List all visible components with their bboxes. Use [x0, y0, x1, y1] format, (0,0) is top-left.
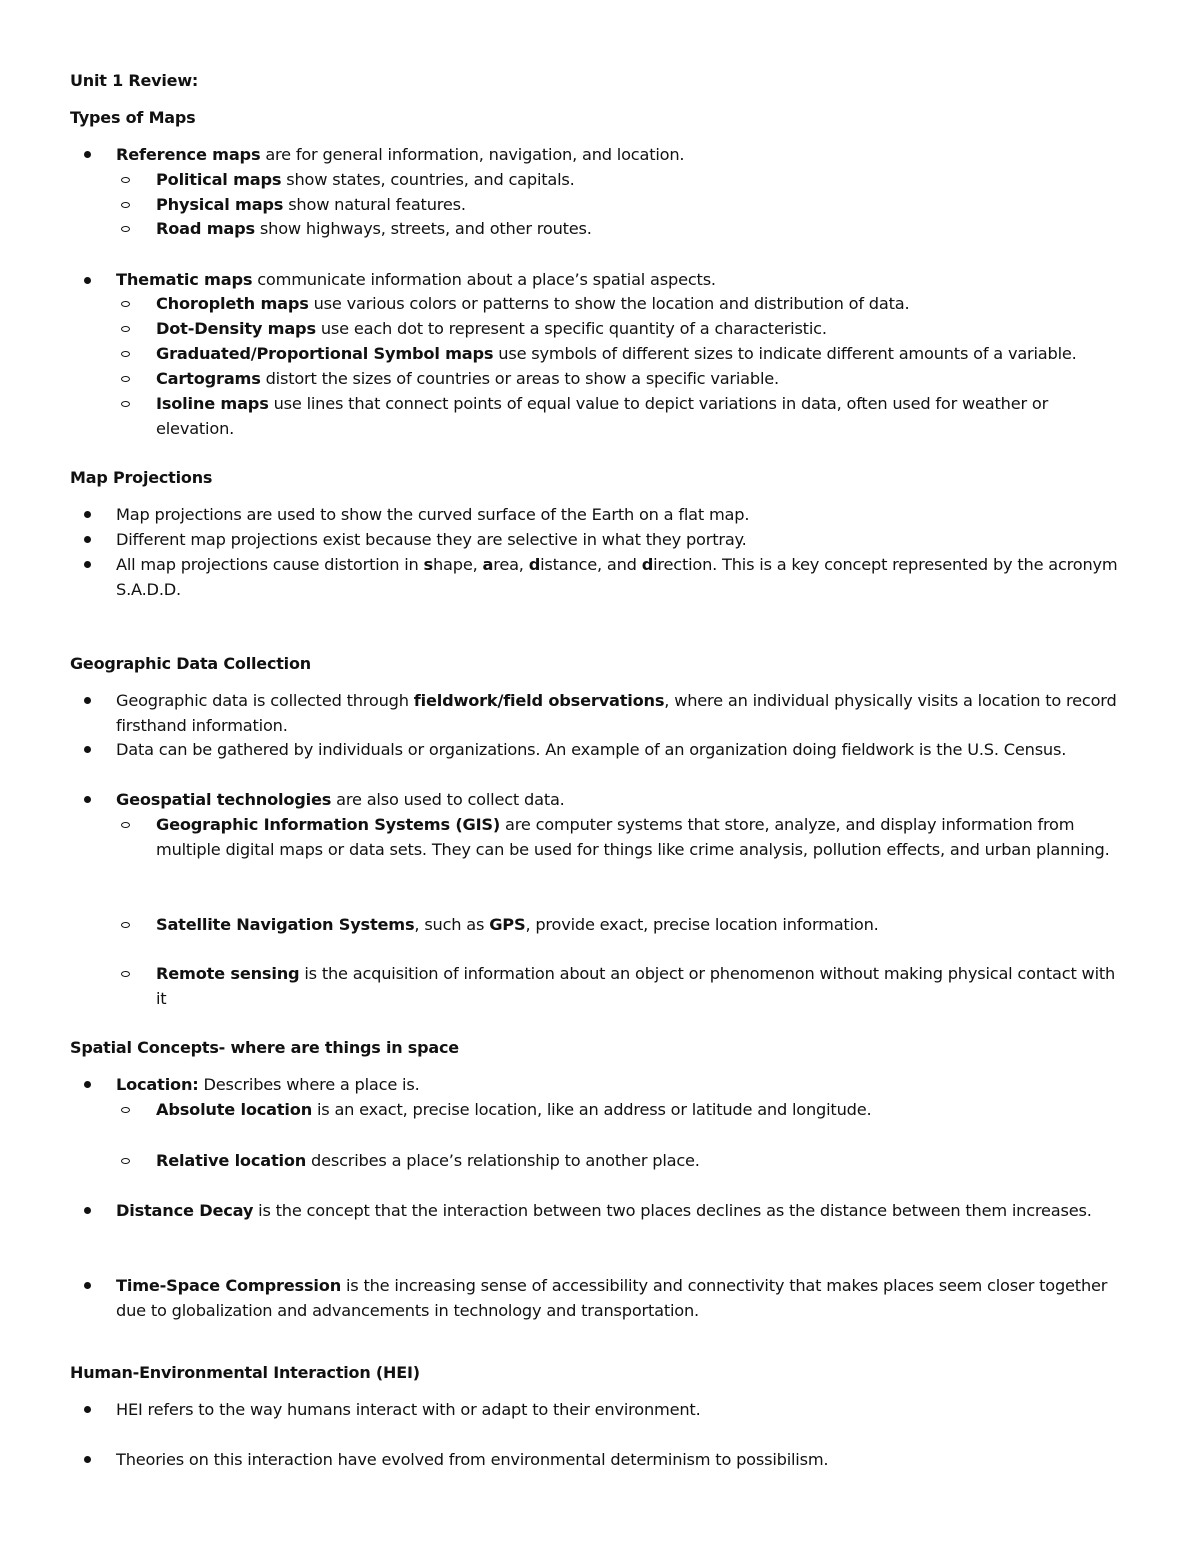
heading-types-of-maps: Types of Maps: [70, 108, 196, 127]
sub-bullet-icon: [121, 376, 130, 382]
acronym-letter: d: [641, 555, 654, 574]
list-item-distance-decay: [116, 1198, 1121, 1223]
item-text: show states, countries, and capitals.: [281, 170, 575, 189]
item-text: All map projections cause distortion in: [116, 555, 424, 574]
term: Road maps: [156, 219, 255, 238]
item-text: , where an individual physically visits a location to record firsthand information.: [116, 691, 1117, 735]
item-text: use each dot to represent a specific quantity of a characteristic.: [315, 319, 827, 338]
bullet-icon: [84, 1207, 91, 1214]
list-item-fieldwork: [116, 688, 1121, 738]
heading-spatial-concepts: Spatial Concepts- where are things in space: [70, 1038, 459, 1057]
term: Graduated/Proportional Symbol maps: [156, 344, 494, 363]
bullet-icon: [84, 796, 91, 803]
item-text: distort the sizes of countries or areas to show a specific variable.: [260, 369, 779, 388]
item-text: is the concept that the interaction between two places declines as the distance between them increases.: [253, 1201, 1092, 1220]
sub-bullet-icon: [121, 177, 130, 183]
list-item-sadd: [116, 552, 1121, 602]
bullet-icon: [84, 1282, 91, 1289]
list-item-choropleth-maps: [156, 291, 1121, 316]
heading-map-projections: Map Projections: [70, 468, 213, 487]
bullet-icon: [84, 511, 91, 518]
item-text: are for general information, navigation, and location.: [260, 145, 685, 164]
term: Location:: [116, 1075, 199, 1094]
term: Distance Decay: [116, 1201, 254, 1220]
term: fieldwork/field observations: [413, 691, 665, 710]
term: Geographic Information Systems (GIS): [156, 815, 501, 834]
document-title: Unit 1 Review:: [70, 71, 199, 90]
list-item-graduated-symbol-maps: [156, 341, 1121, 366]
sub-bullet-icon: [121, 301, 130, 307]
item-text: use symbols of different sizes to indicate different amounts of a variable.: [493, 344, 1077, 363]
term: Satellite Navigation Systems: [156, 915, 415, 934]
heading-hei: Human-Environmental Interaction (HEI): [70, 1363, 420, 1382]
sub-bullet-icon: [121, 1107, 130, 1113]
bullet-icon: [84, 277, 91, 284]
item-text: Geographic data is collected through: [116, 691, 414, 710]
item-text: show highways, streets, and other routes.: [254, 219, 592, 238]
item-text: show natural features.: [283, 195, 466, 214]
term: Thematic maps: [116, 270, 253, 289]
bullet-icon: [84, 1081, 91, 1088]
bullet-icon: [84, 697, 91, 704]
term: Physical maps: [156, 195, 284, 214]
list-item-gis: [156, 812, 1121, 862]
item-text: use various colors or patterns to show the location and distribution of data.: [308, 294, 910, 313]
term: Isoline maps: [156, 394, 269, 413]
list-item-projections-selective: Different map projections exist because they are selective in what they portray.: [116, 530, 747, 549]
list-item-relative-location: [156, 1148, 1121, 1173]
acronym-letter: s: [423, 555, 433, 574]
term: Geospatial technologies: [116, 790, 332, 809]
sub-bullet-icon: [121, 922, 130, 928]
item-text: is an exact, precise location, like an address or latitude and longitude.: [312, 1100, 872, 1119]
term: Remote sensing: [156, 964, 300, 983]
item-text: are computer systems that store, analyze, and display information from multiple digital maps or data sets. They can be used for things like crime analysis, pollution effects, and urban planning.: [156, 815, 1110, 859]
bullet-icon: [84, 1456, 91, 1463]
list-item-satellite-navigation: [156, 912, 1121, 937]
term: Reference maps: [116, 145, 261, 164]
sub-bullet-icon: [121, 401, 130, 407]
item-text: describes a place’s relationship to another place.: [306, 1151, 700, 1170]
item-text: istance, and: [540, 555, 642, 574]
list-item-location: [116, 1072, 1121, 1097]
sub-bullet-icon: [121, 1158, 130, 1164]
sub-bullet-icon: [121, 822, 130, 828]
list-item-absolute-location: [156, 1097, 1121, 1122]
item-text: hape,: [432, 555, 483, 574]
list-item-data-gathered: Data can be gathered by individuals or organizations. An example of an organization doing fieldwork is the U.S. Census.: [116, 740, 1067, 759]
term: Choropleth maps: [156, 294, 309, 313]
list-item-dot-density-maps: [156, 316, 1121, 341]
list-item-physical-maps: [156, 192, 1121, 217]
item-text: rea,: [493, 555, 529, 574]
bullet-icon: [84, 151, 91, 158]
item-text: are also used to collect data.: [331, 790, 565, 809]
list-item-hei-definition: HEI refers to the way humans interact with or adapt to their environment.: [116, 1400, 701, 1419]
sub-bullet-icon: [121, 971, 130, 977]
item-text: , provide exact, precise location information.: [525, 915, 879, 934]
term: Absolute location: [156, 1100, 313, 1119]
acronym-letter: d: [528, 555, 541, 574]
bullet-icon: [84, 536, 91, 543]
item-text: Describes where a place is.: [198, 1075, 420, 1094]
term: GPS: [489, 915, 526, 934]
list-item-reference-maps: [116, 142, 1121, 167]
list-item-time-space-compression: [116, 1273, 1121, 1323]
list-item-thematic-maps: [116, 267, 1121, 292]
item-text: is the acquisition of information about an object or phenomenon without making physical contact with it: [156, 964, 1116, 1008]
list-item-remote-sensing: [156, 961, 1121, 1011]
term: Cartograms: [156, 369, 261, 388]
list-item-isoline-maps: [156, 391, 1121, 441]
list-item-projections-purpose: Map projections are used to show the curved surface of the Earth on a flat map.: [116, 505, 750, 524]
bullet-icon: [84, 1406, 91, 1413]
sub-bullet-icon: [121, 351, 130, 357]
sub-bullet-icon: [121, 226, 130, 232]
item-text: , such as: [414, 915, 490, 934]
acronym-letter: a: [482, 555, 494, 574]
term: Dot-Density maps: [156, 319, 316, 338]
item-text: communicate information about a place’s spatial aspects.: [252, 270, 716, 289]
item-text: irection. This is a key concept represented by the acronym S.A.D.D.: [116, 555, 1118, 599]
sub-bullet-icon: [121, 202, 130, 208]
bullet-icon: [84, 746, 91, 753]
list-item-road-maps: [156, 216, 1121, 241]
term: Time-Space Compression: [116, 1276, 342, 1295]
heading-geographic-data-collection: Geographic Data Collection: [70, 654, 311, 673]
list-item-cartograms: [156, 366, 1121, 391]
bullet-icon: [84, 561, 91, 568]
item-text: is the increasing sense of accessibility and connectivity that makes places seem closer together due to globalization and advancements in technology and transportation.: [116, 1276, 1108, 1320]
item-text: use lines that connect points of equal value to depict variations in data, often used for weather or elevation.: [156, 394, 1049, 438]
term: Relative location: [156, 1151, 307, 1170]
term: Political maps: [156, 170, 282, 189]
list-item-geospatial-technologies: [116, 787, 1121, 812]
sub-bullet-icon: [121, 326, 130, 332]
list-item-political-maps: [156, 167, 1121, 192]
list-item-hei-theories: Theories on this interaction have evolved from environmental determinism to possibilism.: [116, 1450, 829, 1469]
